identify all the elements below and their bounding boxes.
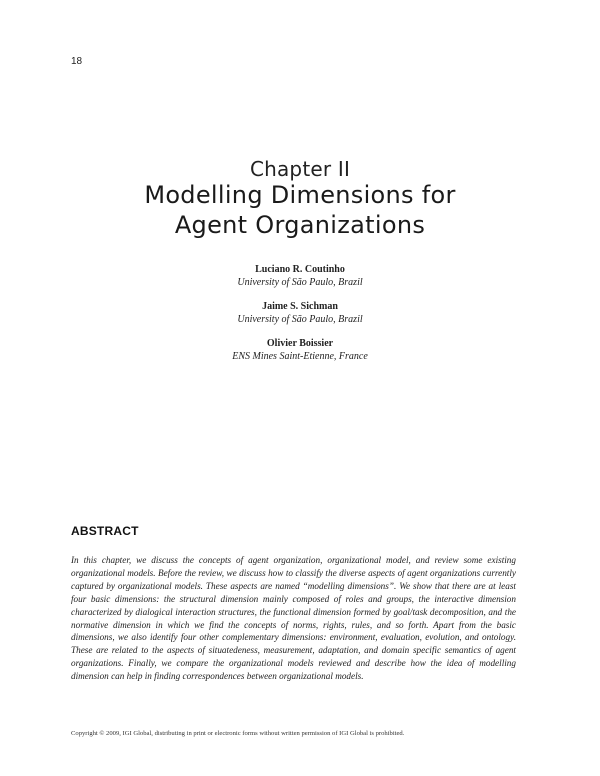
author-name: Jaime S. Sichman: [262, 301, 338, 312]
author-affiliation: University of São Paulo, Brazil: [237, 314, 363, 325]
author-name: Luciano R. Coutinho: [255, 264, 345, 275]
author-affiliation: University of São Paulo, Brazil: [237, 277, 363, 288]
author-block: [0, 337, 600, 363]
chapter-title: [0, 180, 600, 240]
abstract-heading: ABSTRACT: [71, 524, 139, 538]
page-number: 18: [71, 56, 83, 67]
author-block: [0, 300, 600, 326]
author-list: [0, 263, 600, 374]
author-name: Olivier Boissier: [266, 338, 334, 349]
author-affiliation: ENS Mines Saint-Etienne, France: [232, 351, 368, 362]
author-block: [0, 263, 600, 289]
copyright-notice: Copyright © 2009, IGI Global, distributing in print or electronic forms without written permission of IGI Global is prohibited.: [71, 730, 405, 737]
chapter-title-line-1: Modelling Dimensions for: [144, 181, 456, 209]
chapter-title-line-2: Agent Organizations: [174, 211, 426, 239]
abstract-body: In this chapter, we discuss the concepts of agent organization, organizational model, and review some existing organizational models. Before the review, we discuss how to classify the diverse aspects of agent organizations currently captured by organizational models. These aspects are named “modelling dimensions”. We show that there are at least four basic dimensions: the structural dimension mainly composed of roles and groups, the interactive dimension characterized by dialogical interaction structures, the functional dimension formed by goal/task decomposition, and the normative dimension in which we find the concepts of norms, rights, rules, and so forth. Apart from the basic dimensions, we also identify four other complementary dimensions: environment, evaluation, evolution, and ontology. These are related to the aspects of situatedeness, measurement, adaptation, and domain specific semantics of agent organizations. Finally, we compare the organizational models reviewed and describe how the idea of modelling dimension can help in finding correspondences between organizational models.: [71, 555, 516, 682]
chapter-label: Chapter II: [249, 157, 351, 181]
